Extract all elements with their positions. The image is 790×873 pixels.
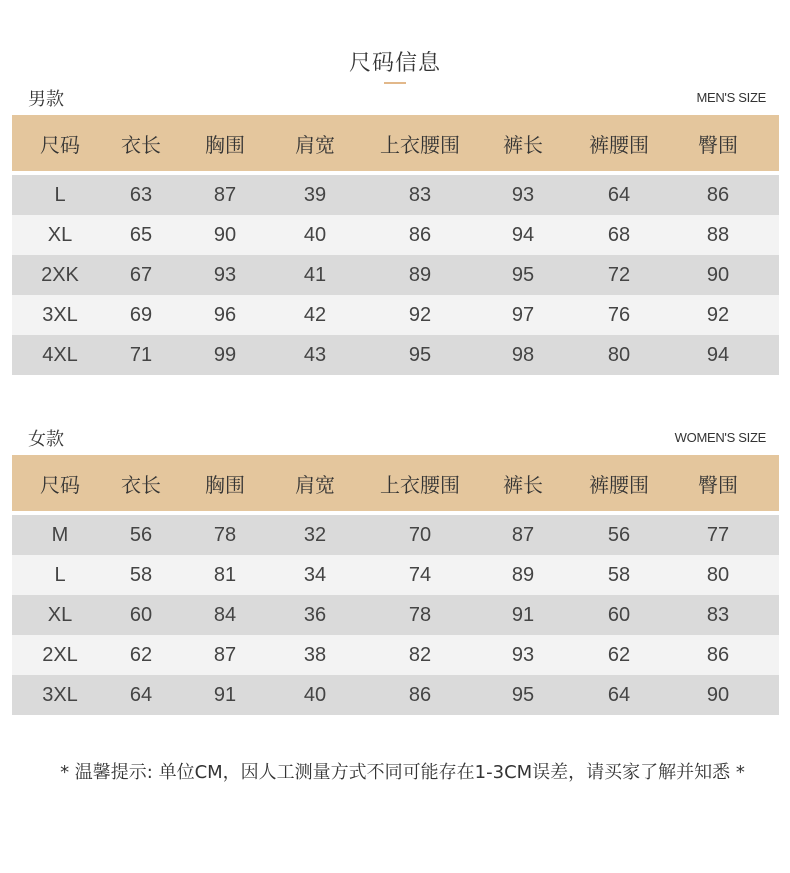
cell-col-chest: 87 [213,643,237,666]
title-underline [384,82,406,84]
header-col-size: 尺码 [40,472,80,497]
cell-col-hip: 80 [706,563,730,586]
header-col-size: 尺码 [40,132,80,157]
cell-col-shoulder: 41 [303,263,327,286]
cell-col-chest: 91 [213,683,237,706]
cell-col-length: 60 [129,603,153,626]
cell-col-waist-top: 89 [408,263,432,286]
size-note: * 温馨提示: 单位CM，因人工测量方式不同可能存在1-3CM误差，请买家了解并知悉 * [60,762,745,783]
cell-col-pants-waist: 68 [607,223,631,246]
cell-col-pants-waist: 76 [607,303,631,326]
header-col-chest: 胸围 [205,472,245,497]
cell-col-chest: 96 [213,303,237,326]
header-col-pants-waist: 裤腰围 [589,472,649,497]
table-row [12,595,779,635]
table-row [12,175,779,215]
cell-col-waist-top: 95 [408,343,432,366]
cell-col-waist-top: 83 [408,183,432,206]
cell-col-chest: 81 [213,563,237,586]
men-section-label: 男款 [28,89,64,110]
cell-col-length: 58 [129,563,153,586]
table-row [12,255,779,295]
table-row [12,675,779,715]
cell-col-length: 63 [129,183,153,206]
cell-col-hip: 83 [706,603,730,626]
cell-col-length: 65 [129,223,153,246]
header-col-shoulder: 肩宽 [295,132,335,157]
header-col-chest: 胸围 [205,132,245,157]
table-row [12,635,779,675]
header-col-pants-length: 裤长 [503,132,543,157]
header-col-waist-top: 上衣腰围 [380,472,460,497]
cell-col-pants-waist: 64 [607,183,631,206]
cell-col-hip: 86 [706,183,730,206]
cell-col-length: 56 [129,523,153,546]
cell-col-waist-top: 86 [408,683,432,706]
cell-col-pants-waist: 80 [607,343,631,366]
table-row [12,215,779,255]
table-header-row [12,455,779,511]
cell-col-hip: 94 [706,343,730,366]
men-section-label-en: MEN'S SIZE [696,90,766,105]
cell-col-hip: 90 [706,263,730,286]
cell-col-hip: 88 [706,223,730,246]
women-section-label-en: WOMEN'S SIZE [674,430,766,445]
cell-col-length: 64 [129,683,153,706]
women-size-table [12,455,779,715]
cell-col-pants-waist: 72 [607,263,631,286]
cell-col-hip: 92 [706,303,730,326]
cell-col-size: M [51,523,69,546]
header-col-hip: 臀围 [698,132,738,157]
cell-col-shoulder: 42 [303,303,327,326]
cell-col-length: 71 [129,343,153,366]
cell-col-hip: 77 [706,523,730,546]
cell-col-shoulder: 40 [303,223,327,246]
cell-col-waist-top: 70 [408,523,432,546]
cell-col-pants-length: 93 [511,643,535,666]
cell-col-length: 69 [129,303,153,326]
cell-col-hip: 90 [706,683,730,706]
cell-col-size: 3XL [42,683,78,706]
header-col-length: 衣长 [121,472,161,497]
cell-col-waist-top: 86 [408,223,432,246]
table-row [12,555,779,595]
cell-col-size: 3XL [42,303,78,326]
cell-col-size: L [54,183,66,206]
cell-col-shoulder: 40 [303,683,327,706]
cell-col-shoulder: 32 [303,523,327,546]
header-col-shoulder: 肩宽 [295,472,335,497]
table-row [12,295,779,335]
cell-col-pants-length: 98 [511,343,535,366]
cell-col-size: XL [47,223,73,246]
table-header-row [12,115,779,171]
cell-col-chest: 90 [213,223,237,246]
cell-col-shoulder: 38 [303,643,327,666]
cell-col-waist-top: 74 [408,563,432,586]
cell-col-pants-length: 93 [511,183,535,206]
cell-col-size: 4XL [42,343,78,366]
cell-col-pants-waist: 58 [607,563,631,586]
cell-col-pants-waist: 62 [607,643,631,666]
header-col-pants-waist: 裤腰围 [589,132,649,157]
header-col-waist-top: 上衣腰围 [380,132,460,157]
page-title: 尺码信息 [348,51,441,76]
cell-col-length: 62 [129,643,153,666]
cell-col-waist-top: 92 [408,303,432,326]
table-row [12,335,779,375]
cell-col-hip: 86 [706,643,730,666]
cell-col-pants-waist: 60 [607,603,631,626]
table-row [12,515,779,555]
cell-col-pants-waist: 64 [607,683,631,706]
cell-col-pants-waist: 56 [607,523,631,546]
header-col-pants-length: 裤长 [503,472,543,497]
women-section-label: 女款 [28,429,64,450]
cell-col-shoulder: 36 [303,603,327,626]
cell-col-pants-length: 89 [511,563,535,586]
cell-col-pants-length: 94 [511,223,535,246]
cell-col-size: 2XK [41,263,79,286]
cell-col-length: 67 [129,263,153,286]
cell-col-shoulder: 39 [303,183,327,206]
cell-col-chest: 84 [213,603,237,626]
cell-col-waist-top: 82 [408,643,432,666]
cell-col-waist-top: 78 [408,603,432,626]
cell-col-chest: 87 [213,183,237,206]
cell-col-size: XL [47,603,73,626]
cell-col-pants-length: 87 [511,523,535,546]
cell-col-shoulder: 43 [303,343,327,366]
cell-col-pants-length: 95 [511,263,535,286]
header-col-hip: 臀围 [698,472,738,497]
cell-col-size: 2XL [42,643,78,666]
cell-col-chest: 78 [213,523,237,546]
cell-col-shoulder: 34 [303,563,327,586]
cell-col-pants-length: 97 [511,303,535,326]
cell-col-chest: 93 [213,263,237,286]
cell-col-size: L [54,563,66,586]
cell-col-pants-length: 91 [511,603,535,626]
cell-col-chest: 99 [213,343,237,366]
men-size-table [12,115,779,375]
header-col-length: 衣长 [121,132,161,157]
cell-col-pants-length: 95 [511,683,535,706]
